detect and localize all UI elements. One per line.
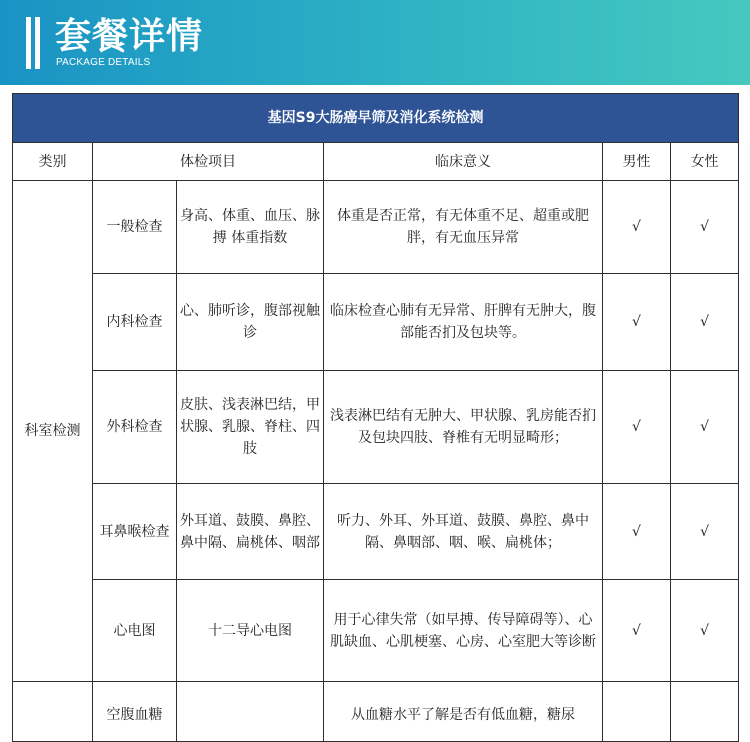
table-row	[13, 274, 739, 371]
male-check: √	[603, 580, 671, 682]
table-banner: 基因S9大肠癌早筛及消化系统检测	[13, 94, 739, 143]
row-items: 心、肺听诊，腹部视触诊	[177, 274, 324, 371]
header-bar-decoration	[35, 17, 40, 69]
row-items: 身高、体重、血压、脉搏 体重指数	[177, 181, 324, 274]
row-name: 耳鼻喉检查	[93, 484, 177, 580]
column-header-item: 体检项目	[93, 143, 324, 181]
table-row	[13, 371, 739, 484]
page-title: 套餐详情	[55, 16, 204, 57]
table-row	[13, 580, 739, 682]
table-row-partial	[13, 682, 739, 742]
male-check: √	[603, 371, 671, 484]
table-row	[13, 484, 739, 580]
row-name: 一般检查	[93, 181, 177, 274]
female-check	[671, 682, 739, 742]
page-header	[0, 0, 750, 85]
package-table	[12, 93, 739, 742]
row-meaning: 体重是否正常，有无体重不足、超重或肥胖，有无血压异常	[324, 181, 603, 274]
row-meaning: 临床检查心肺有无异常、肝脾有无肿大，腹部能否扪及包块等。	[324, 274, 603, 371]
row-meaning: 用于心律失常（如早搏、传导障碍等）、心肌缺血、心肌梗塞、心房、心室肥大等诊断	[324, 580, 603, 682]
row-items: 皮肤、浅表淋巴结，甲状腺、乳腺、脊柱、四肢	[177, 371, 324, 484]
column-header-female: 女性	[671, 143, 739, 181]
row-name: 心电图	[93, 580, 177, 682]
column-header-male: 男性	[603, 143, 671, 181]
header-bar-decoration	[26, 17, 31, 69]
female-check: √	[671, 580, 739, 682]
page-subtitle: PACKAGE DETAILS	[56, 57, 151, 68]
female-check: √	[671, 274, 739, 371]
row-name: 空腹血糖	[93, 682, 177, 742]
female-check: √	[671, 371, 739, 484]
row-items	[177, 682, 324, 742]
row-meaning: 浅表淋巴结有无肿大、甲状腺、乳房能否扪及包块四肢、脊椎有无明显畸形；	[324, 371, 603, 484]
category-cell: 科室检测	[13, 181, 93, 682]
table-row	[13, 181, 739, 274]
row-items: 外耳道、鼓膜、鼻腔、鼻中隔、扁桃体、咽部	[177, 484, 324, 580]
table-header-row	[13, 143, 739, 181]
female-check: √	[671, 181, 739, 274]
male-check: √	[603, 274, 671, 371]
male-check: √	[603, 484, 671, 580]
column-header-meaning: 临床意义	[324, 143, 603, 181]
row-meaning: 听力、外耳、外耳道、鼓膜、鼻腔、鼻中隔、鼻咽部、咽、喉、扁桃体；	[324, 484, 603, 580]
row-meaning: 从血糖水平了解是否有低血糖，糖尿	[324, 682, 603, 742]
row-name: 外科检查	[93, 371, 177, 484]
male-check: √	[603, 181, 671, 274]
category-cell	[13, 682, 93, 742]
female-check: √	[671, 484, 739, 580]
male-check	[603, 682, 671, 742]
row-items: 十二导心电图	[177, 580, 324, 682]
row-name: 内科检查	[93, 274, 177, 371]
column-header-category: 类别	[13, 143, 93, 181]
